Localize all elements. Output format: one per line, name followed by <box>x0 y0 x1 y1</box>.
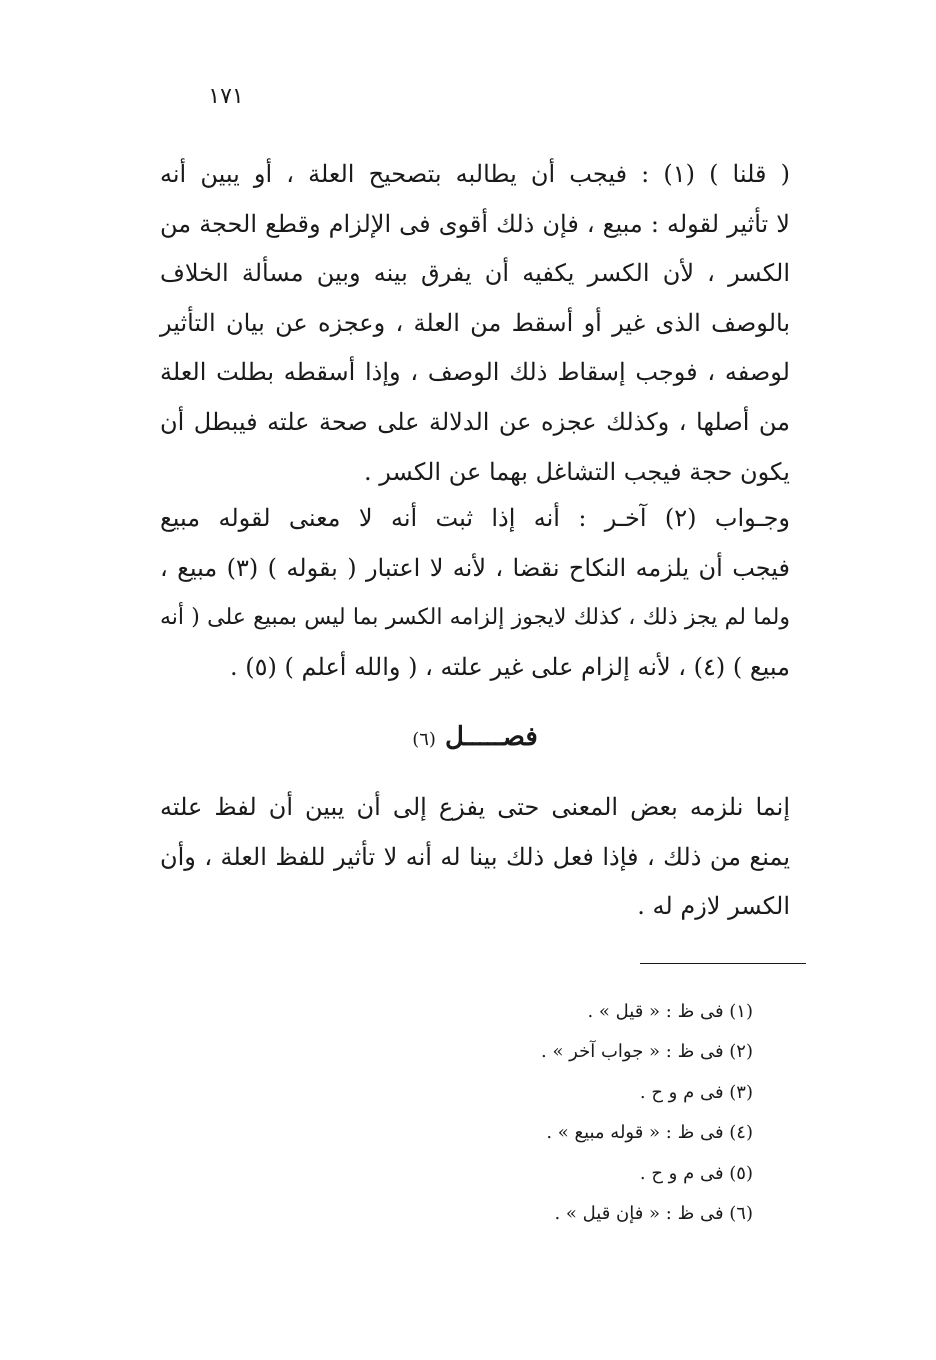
text-line: فيجب أن يلزمه النكاح نقضا ، لأنه لا اعتبار ( بقوله ) (٣) مبيع ، <box>160 553 791 582</box>
text-line: الكسر ، لأن الكسر يكفيه أن يفرق بينه وبين مسألة الخلاف <box>160 259 790 288</box>
text-line: مبيع ) (٤) ، لأنه إلزام على غير علته ، ( والله أعلم ) (٥) . <box>230 652 790 681</box>
page-number: ١٧١ <box>208 84 244 109</box>
footnote-divider <box>640 963 806 964</box>
footnote: (٥) فى م و ح . <box>639 1162 753 1184</box>
footnote: (٢) فى ظ : « جواب آخر » . <box>541 1041 753 1063</box>
text-line: وجـواب (٢) آخـر : أنه إذا ثبت أنه لا معنى لقوله مبيع <box>160 504 791 532</box>
text-line: إنما نلزمه بعض المعنى حتى يفزع إلى أن يبين أن لفظ علته <box>160 793 790 821</box>
body-paragraph <box>160 783 790 932</box>
footnotes-list <box>200 992 753 1234</box>
section-title: فصـــــل <box>445 722 538 752</box>
body-paragraph <box>160 494 790 692</box>
body-paragraph <box>160 150 790 497</box>
footnote: (٤) فى ظ : « قوله مبيع » . <box>546 1122 753 1144</box>
text-line: من أصلها ، وكذلك عجزه عن الدلالة على صحة علته فيبطل أن <box>160 407 790 436</box>
text-line: لوصفه ، فوجب إسقاط ذلك الوصف ، وإذا أسقطه بطلت العلة <box>160 358 790 387</box>
text-line: ( قلنا ) (١) : فيجب أن يطالبه بتصحيح العلة ، أو يبين أنه <box>160 160 791 188</box>
footnote: (٦) فى ظ : « فإن قيل » . <box>554 1203 753 1225</box>
section-heading <box>160 722 790 752</box>
text-line: ولما لم يجز ذلك ، كذلك لايجوز إلزامه الكسر بما ليس بمبيع على ( أنه <box>160 605 790 631</box>
footnote: (١) فى ظ : « قيل » . <box>587 1001 753 1022</box>
text-line: لا تأثير لقوله : مبيع ، فإن ذلك أقوى فى الإلزام وقطع الحجة من <box>160 209 790 238</box>
text-line: بالوصف الذى غير أو أسقط من العلة ، وعجزه عن بيان التأثير <box>160 308 790 337</box>
text-line: يمنع من ذلك ، فإذا فعل ذلك بينا له أنه لا تأثير للفظ العلة ، وأن <box>160 842 790 871</box>
text-line: يكون حجة فيجب التشاغل بهما عن الكسر . <box>363 457 790 486</box>
text-line: الكسر لازم له . <box>637 892 790 921</box>
footnote-reference: (٦) <box>412 729 436 750</box>
footnote: (٣) فى م و ح . <box>639 1081 753 1103</box>
